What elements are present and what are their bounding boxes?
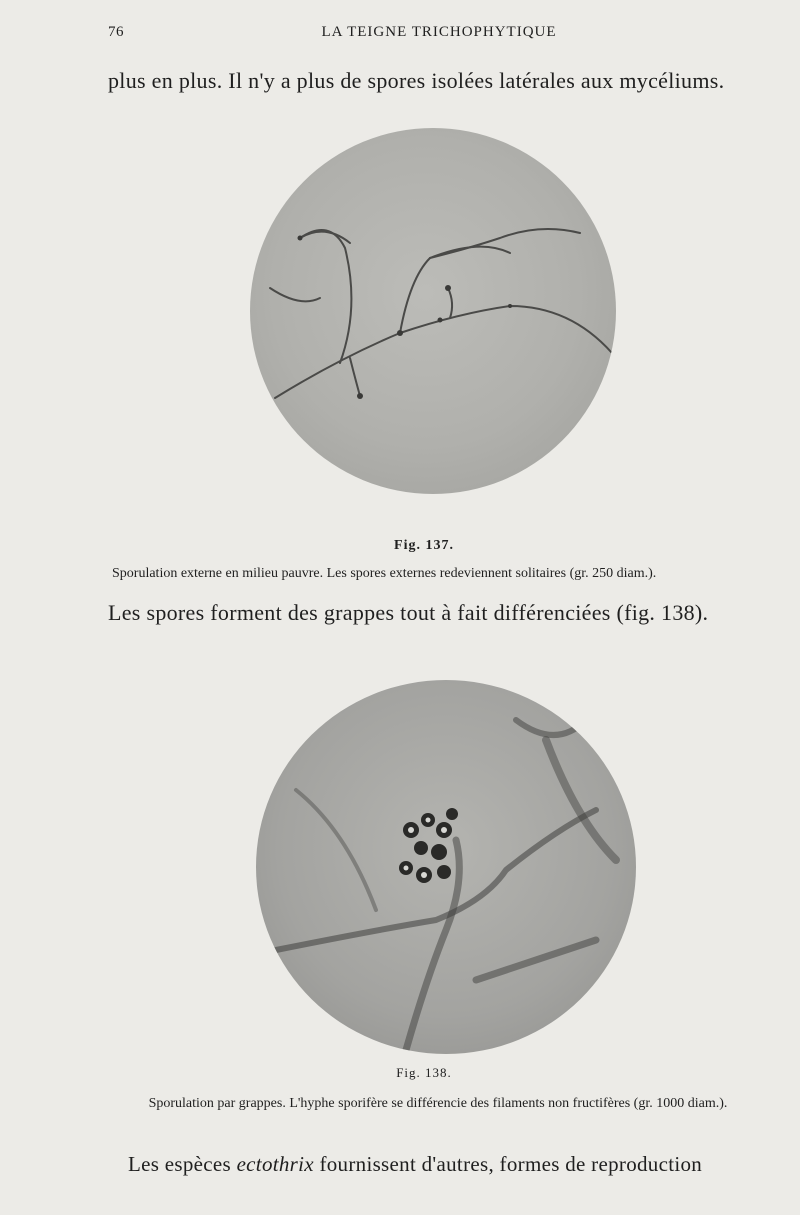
line3-end: fournissent d'autres, formes de reproduction	[313, 1152, 703, 1176]
figure-138-caption: Sporulation par grappes. L'hyphe sporifère se différencie des filaments non fructifères (gr. 1000 diam.).	[148, 1096, 728, 1111]
figure-138-label: Fig. 138.	[396, 1065, 452, 1080]
spore-cluster-illustration-138	[256, 680, 636, 1054]
body-text-line-1: plus en plus. Il n'y a plus de spores isolées latérales aux mycéliums.	[108, 68, 725, 93]
body-text-line-2: Les spores forment des grappes tout à fait différenciées (fig. 138).	[108, 600, 709, 625]
figure-138-micrograph	[256, 680, 636, 1054]
figure-137-micrograph	[250, 128, 616, 494]
page-header	[108, 24, 770, 44]
line3-italic-term: ectothrix	[236, 1152, 314, 1176]
line3-start: Les espèces	[128, 1152, 237, 1176]
running-head: LA TEIGNE TRICHOPHYTIQUE	[321, 24, 557, 40]
figure-137-caption: Sporulation externe en milieu pauvre. Les spores externes redeviennent solitaires (gr. 250 diam.).	[112, 566, 657, 581]
page-number: 76	[108, 24, 124, 40]
figure-137-label: Fig. 137.	[394, 538, 454, 553]
hyphae-illustration-137	[250, 128, 616, 494]
body-text-line-3	[128, 1152, 768, 1177]
